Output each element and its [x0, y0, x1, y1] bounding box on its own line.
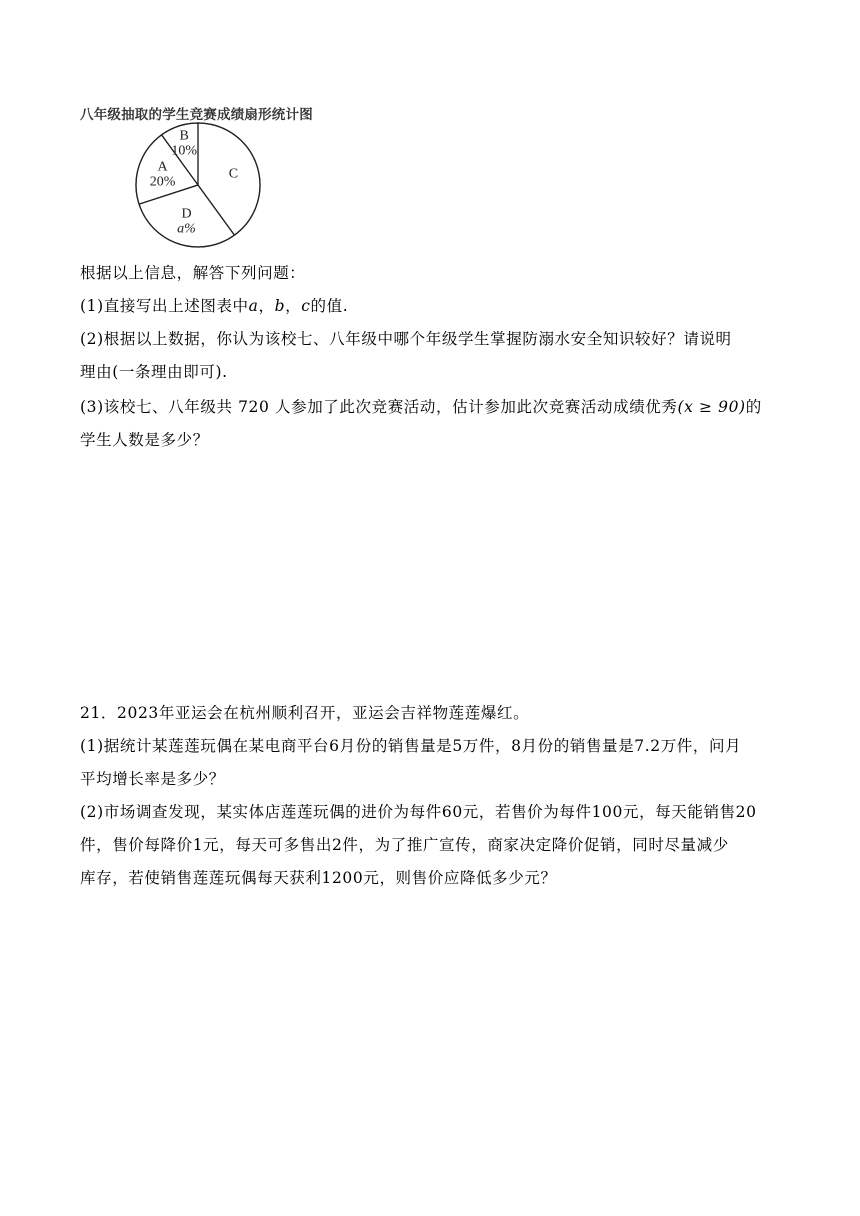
q20-part2-line1: (2)根据以上数据，你认为该校七、八年级中哪个年级学生掌握防溺水安全知识较好？请说明 — [80, 330, 732, 348]
q20-part3-line2: 学生人数是多少？ — [80, 431, 209, 449]
pie-chart — [130, 118, 270, 252]
pie-label-a: A — [157, 159, 168, 175]
chart-title: 八年级抽取的学生竞赛成绩扇形统计图 — [80, 107, 313, 123]
q20-p3-condition: (x ≥ 90) — [677, 398, 746, 416]
q21-part2-line1: (2)市场调查发现，某实体店莲莲玩偶的进价为每件60元，若售价为每件100元，每天能销售20 — [80, 803, 757, 821]
pie-percent-d: a% — [177, 221, 196, 237]
q21-part2-line3: 库存，若使销售莲莲玩偶每天获利1200元，则售价应降低多少元？ — [80, 869, 557, 887]
q20-p1-pre: (1)直接写出上述图表中 — [80, 297, 249, 315]
pie-label-d: D — [181, 206, 192, 222]
q20-p3-post: 的 — [745, 398, 762, 416]
q21-part1-line2: 平均增长率是多少？ — [80, 770, 225, 788]
q21-part2-line2: 件，售价每降价1元，每天可多售出2件，为了推广宣传，商家决定降价促销，同时尽量减少 — [80, 836, 729, 854]
var-b: b — [274, 297, 286, 315]
var-c: c — [301, 297, 311, 315]
q21-title: 21．2023年亚运会在杭州顺利召开，亚运会吉祥物莲莲爆红。 — [80, 704, 530, 722]
pie-label-c: C — [228, 166, 239, 182]
q20-p3-pre: (3)该校七、八年级共 720 人参加了此次竞赛活动，估计参加此次竞赛活动成绩优秀 — [80, 398, 678, 416]
q20-part2-line2: 理由(一条理由即可). — [80, 363, 228, 381]
q20-part1 — [80, 296, 348, 316]
sep-1: ， — [258, 297, 275, 315]
q20-part3-line1 — [80, 397, 762, 417]
var-a: a — [248, 297, 259, 315]
pie-percent-a: 20% — [149, 174, 176, 190]
sep-2: ， — [285, 297, 302, 315]
pie-percent-b: 10% — [171, 143, 198, 159]
pie-label-b: B — [179, 128, 189, 144]
q20-p1-post: 的值. — [310, 297, 349, 315]
q21-part1-line1: (1)据统计某莲莲玩偶在某电商平台6月份的销售量是5万件，8月份的销售量是7.2万件，问月 — [80, 737, 742, 755]
q20-intro: 根据以上信息，解答下列问题： — [80, 264, 306, 282]
